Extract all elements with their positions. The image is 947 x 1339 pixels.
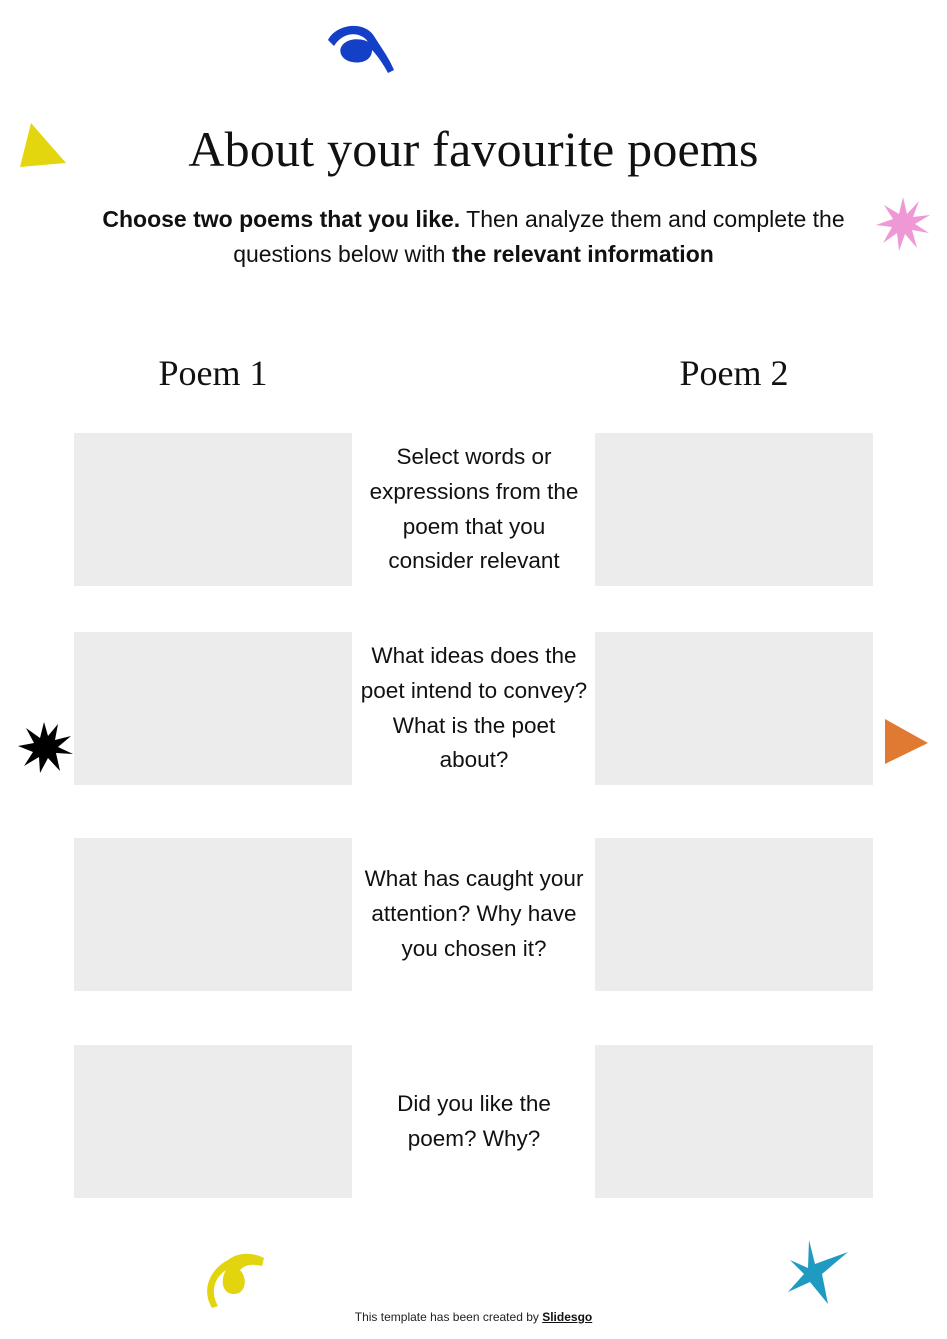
page-title: About your favourite poems <box>188 121 759 177</box>
instructions-regular: Then analyze them and complete the questions below with <box>233 206 845 267</box>
blue-swirl-icon <box>322 18 400 78</box>
yellow-swirl-icon <box>198 1248 270 1312</box>
instructions-bold-2: the relevant information <box>451 241 714 267</box>
poem-2-answer-box-1[interactable] <box>595 433 873 586</box>
poem-2-answer-box-4[interactable] <box>595 1045 873 1198</box>
poem-1-answer-box-1[interactable] <box>74 433 352 586</box>
question-3: What has caught your attention? Why have you chosen it? <box>364 866 584 961</box>
question-2: What ideas does the poet intend to convey? What is the poet about? <box>360 643 588 773</box>
poem-2-answer-box-3[interactable] <box>595 838 873 991</box>
instructions <box>60 202 887 272</box>
poem-1-answer-box-2[interactable] <box>74 632 352 785</box>
orange-triangle-icon <box>882 716 932 766</box>
footer-credit <box>0 1309 947 1325</box>
slidesgo-link[interactable]: Slidesgo <box>542 1310 593 1324</box>
poem-1-answer-box-4[interactable] <box>74 1045 352 1198</box>
poem-2-answer-box-2[interactable] <box>595 632 873 785</box>
poem-1-answer-box-3[interactable] <box>74 838 352 991</box>
poem-2-heading: Poem 2 <box>679 353 789 393</box>
instructions-bold-1: Choose two poems that you like. <box>102 206 461 232</box>
black-star-icon <box>16 720 74 775</box>
question-1: Select words or expressions from the poem that you consider relevant <box>369 444 579 574</box>
poem-1-heading: Poem 1 <box>158 353 268 393</box>
footer-text: This template has been created by <box>354 1310 543 1324</box>
teal-star-icon <box>782 1238 854 1310</box>
question-4: Did you like the poem? Why? <box>397 1090 551 1151</box>
